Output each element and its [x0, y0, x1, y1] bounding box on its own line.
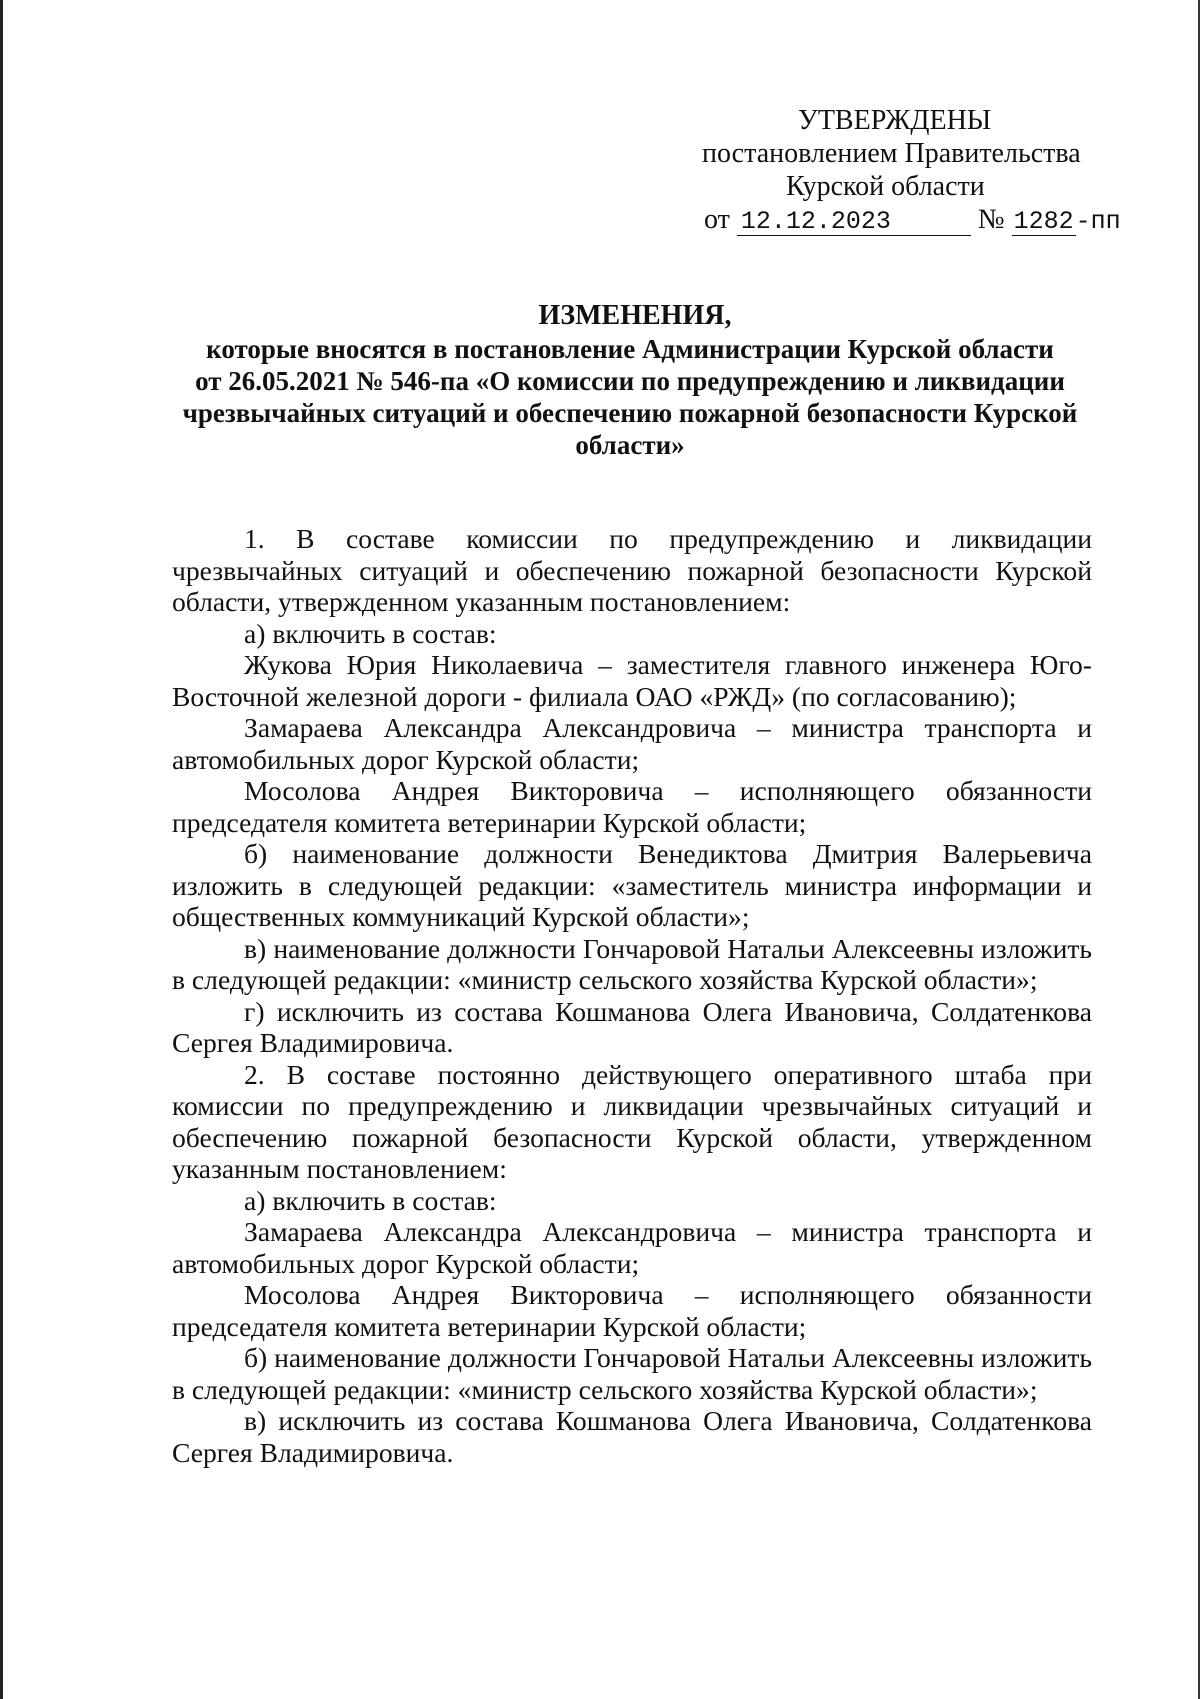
date-field [737, 207, 971, 236]
number-field [1012, 207, 1076, 236]
title-line-2: от 26.05.2021 № 546-па «О комиссии по предупреждению и ликвидации [195, 366, 1065, 396]
document-body [172, 523, 1092, 1468]
paragraph: Жукова Юрия Николаевича – заместителя главного инженера Юго-Восточной железной дороги - филиала ОАО «РЖД» (по согласованию); [172, 649, 1092, 712]
paragraph: в) наименование должности Гончаровой Натальи Алексеевны изложить в следующей редакции: «министр сельского хозяйства Курской области»; [172, 932, 1092, 995]
approval-date-line [640, 203, 1120, 238]
number-label: № [977, 204, 1005, 235]
paragraph: Мосолова Андрея Викторовича – исполняющего обязанности председателя комитета ветеринарии Курской области; [172, 1279, 1092, 1342]
paragraph: б) наименование должности Гончаровой Натальи Алексеевны изложить в следующей редакции: «министр сельского хозяйства Курской области»; [172, 1342, 1092, 1405]
paragraph: Замараева Александра Александровича – министра транспорта и автомобильных дорог Курской области; [172, 712, 1092, 775]
title-line-3: чрезвычайных ситуаций и обеспечению пожарной безопасности Курской [182, 398, 1078, 428]
paragraph: а) включить в состав: [244, 617, 497, 649]
approval-block [640, 104, 1120, 238]
paragraph: а) включить в состав: [244, 1184, 497, 1216]
paragraph: Замараева Александра Александровича – министра транспорта и автомобильных дорог Курской области; [172, 1216, 1092, 1279]
approval-region: Курской области [786, 171, 985, 202]
paragraph: 2. В составе постоянно действующего оперативного штаба при комиссии по предупреждению и ликвидации чрезвычайных ситуаций и обеспечению пожарной безопасности Курской области, утвержденном указанным постановлением: [172, 1058, 1092, 1184]
paragraph: Мосолова Андрея Викторовича – исполняющего обязанности председателя комитета ветеринарии Курской области; [172, 775, 1092, 838]
paragraph: г) исключить из состава Кошманова Олега Ивановича, Солдатенкова Сергея Владимировича. [172, 995, 1092, 1058]
scan-edge-left [0, 0, 3, 1699]
document-title [160, 300, 1100, 461]
from-label: от [704, 204, 730, 235]
title-line-4: области» [575, 430, 685, 460]
decree-number-suffix: -пп [1075, 207, 1121, 236]
paragraph: 1. В составе комиссии по предупреждению и ликвидации чрезвычайных ситуаций и обеспечению пожарной безопасности Курской области, утвержденном указанным постановлением: [172, 523, 1092, 617]
title-main: ИЗМЕНЕНИЯ, [538, 300, 732, 331]
paragraph: в) исключить из состава Кошманова Олега Ивановича, Солдатенкова Сергея Владимировича. [172, 1405, 1092, 1468]
approval-heading: УТВЕРЖДЕНЫ [798, 105, 992, 136]
paragraph: б) наименование должности Венедиктова Дмитрия Валерьевича изложить в следующей редакции: «заместитель министра информации и общественных коммуникаций Курской области»; [172, 838, 1092, 932]
approval-by-decree: постановлением Правительства [702, 138, 1081, 169]
decree-number: 1282 [1013, 207, 1074, 236]
title-line-1: которые вносятся в постановление Администрации Курской области [206, 334, 1054, 364]
decree-date: 12.12.2023 [740, 207, 891, 236]
